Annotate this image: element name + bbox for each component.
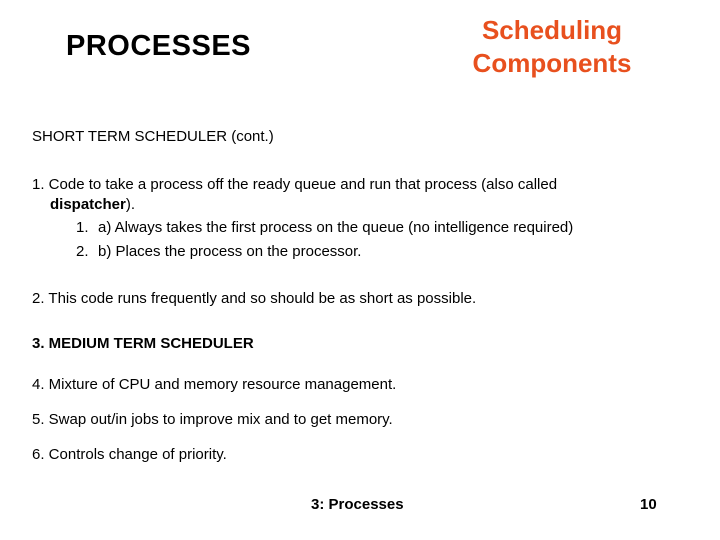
list-item-1-continuation <box>50 196 135 214</box>
sub-item-number: 2. <box>76 243 89 260</box>
sub-item-number: 1. <box>76 219 89 236</box>
sub-item-text: a) Always takes the first process on the queue (no intelligence required) <box>98 219 574 236</box>
subheading: SHORT TERM SCHEDULER (cont.) <box>32 128 274 145</box>
section-title-line2: Components <box>472 48 632 78</box>
section-title-line1: Scheduling <box>481 15 623 45</box>
list-item-5: 5. Swap out/in jobs to improve mix and to get memory. <box>32 411 393 428</box>
list-item-3: 3. MEDIUM TERM SCHEDULER <box>32 335 254 352</box>
page-number: 10 <box>640 496 657 513</box>
sub-item-b <box>76 243 361 261</box>
section-title <box>464 14 640 80</box>
dispatcher-term: dispatcher <box>50 196 126 213</box>
sub-item-text: b) Places the process on the processor. <box>98 243 362 260</box>
sub-item-a <box>76 219 573 237</box>
list-item-1-suffix: ). <box>125 196 136 213</box>
list-item-2: 2. This code runs frequently and so should be as short as possible. <box>32 290 477 307</box>
list-item-1: 1. Code to take a process off the ready queue and run that process (also called <box>32 176 558 193</box>
slide-title: PROCESSES <box>66 30 251 62</box>
list-item-6: 6. Controls change of priority. <box>32 446 227 463</box>
footer-label: 3: Processes <box>311 496 404 513</box>
list-item-4: 4. Mixture of CPU and memory resource management. <box>32 376 397 393</box>
